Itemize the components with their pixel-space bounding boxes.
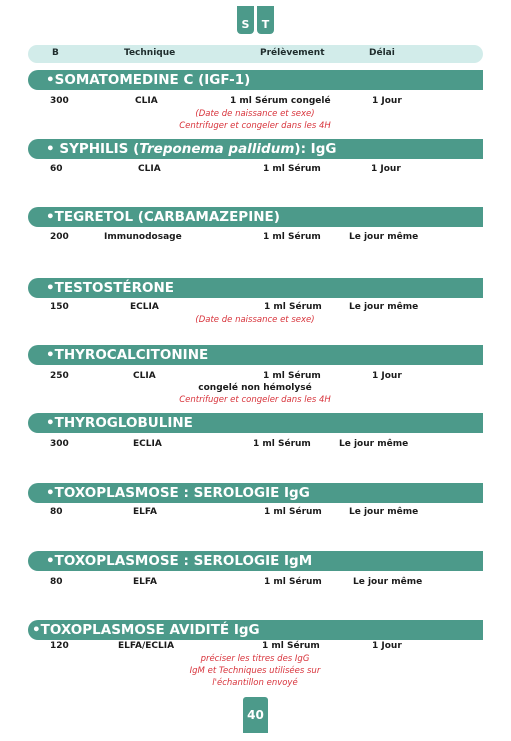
test-title: TESTOSTÉRONE [54, 280, 175, 296]
note-line: (Date de naissance et sexe) [195, 315, 315, 325]
delai-value: Le jour même [353, 577, 423, 587]
b-value: 300 [50, 96, 69, 106]
section-tab-s: S [237, 6, 254, 34]
test-title-bar [28, 278, 483, 298]
note-line: préciser les titres des IgG [200, 654, 310, 664]
prelevement-value: 1 ml Sérum [264, 577, 322, 587]
test-title-bar [28, 70, 483, 90]
bullet: • [46, 280, 55, 296]
test-title-italic: Treponema pallidum [139, 141, 295, 157]
b-value: 250 [50, 371, 69, 381]
bullet: • [46, 209, 55, 225]
test-title-bar [28, 413, 483, 433]
prelevement-value: 1 ml Sérum [253, 439, 311, 449]
technique-value: CLIA [138, 164, 161, 174]
prelevement-value: 1 ml Sérum [263, 164, 321, 174]
note-line: l'échantillon envoyé [212, 678, 298, 688]
prelevement-value: 1 ml Sérum [264, 507, 322, 517]
technique-value: CLIA [133, 371, 156, 381]
b-value: 80 [50, 507, 63, 517]
col-technique: Technique [124, 48, 176, 58]
technique-value: Immunodosage [104, 232, 182, 242]
technique-value: CLIA [135, 96, 158, 106]
technique-value: ELFA [133, 507, 157, 517]
b-value: 200 [50, 232, 69, 242]
col-delai: Délai [369, 48, 395, 58]
prelevement-value: 1 ml Sérum [263, 232, 321, 242]
technique-value: ECLIA [133, 439, 162, 449]
delai-value: Le jour même [339, 439, 409, 449]
test-title-bar [28, 207, 483, 227]
bullet: • [46, 485, 55, 501]
technique-value: ELFA/ECLIA [118, 641, 175, 651]
note-line: Centrifuger et congeler dans les 4H [179, 395, 331, 405]
delai-value: 1 Jour [371, 164, 401, 174]
delai-value: Le jour même [349, 507, 419, 517]
prelevement-value: 1 ml Sérum [262, 641, 320, 651]
test-title-bar [28, 483, 483, 503]
technique-value: ECLIA [130, 302, 159, 312]
col-b: B [52, 48, 59, 58]
note-line: Centrifuger et congeler dans les 4H [179, 121, 331, 131]
test-title-bar [28, 620, 483, 640]
prelevement-value: 1 ml Sérum congelé [230, 96, 331, 106]
bullet: • [32, 622, 41, 638]
test-title: TOXOPLASMOSE : SEROLOGIE IgG [54, 485, 310, 501]
bullet: • [46, 141, 55, 157]
note-line: IgM et Techniques utilisées sur [189, 666, 321, 676]
section-tab-t: T [257, 6, 274, 34]
bullet: • [46, 72, 55, 88]
test-title-post: ): IgG [294, 141, 337, 157]
test-title: TEGRETOL (CARBAMAZEPINE) [54, 209, 280, 225]
bullet: • [46, 347, 55, 363]
test-title: TOXOPLASMOSE : SEROLOGIE IgM [54, 553, 313, 569]
bullet: • [46, 553, 55, 569]
test-title-bar [28, 345, 483, 365]
b-value: 60 [50, 164, 63, 174]
prelevement-value: 1 ml Sérum [264, 302, 322, 312]
test-title-bar [28, 551, 483, 571]
delai-value: Le jour même [349, 302, 419, 312]
delai-value: 1 Jour [372, 371, 402, 381]
b-value: 300 [50, 439, 69, 449]
technique-value: ELFA [133, 577, 157, 587]
test-title: TOXOPLASMOSE AVIDITÉ IgG [40, 622, 260, 638]
prelevement-value: 1 ml Sérum [263, 371, 321, 381]
test-title-pre: SYPHILIS ( [59, 141, 140, 157]
bullet: • [46, 415, 55, 431]
column-header [28, 45, 483, 63]
delai-value: Le jour même [349, 232, 419, 242]
test-title-bar [28, 139, 483, 159]
note-line: (Date de naissance et sexe) [195, 109, 315, 119]
b-value: 150 [50, 302, 69, 312]
prelevement-detail: congelé non hémolysé [198, 383, 312, 393]
test-title: SOMATOMEDINE C (IGF-1) [54, 72, 251, 88]
delai-value: 1 Jour [372, 96, 402, 106]
test-title: THYROCALCITONINE [54, 347, 209, 363]
col-prelevement: Prélèvement [260, 48, 325, 58]
delai-value: 1 Jour [372, 641, 402, 651]
page-number: 40 [243, 697, 268, 733]
test-title: THYROGLOBULINE [54, 415, 193, 431]
b-value: 80 [50, 577, 63, 587]
b-value: 120 [50, 641, 69, 651]
